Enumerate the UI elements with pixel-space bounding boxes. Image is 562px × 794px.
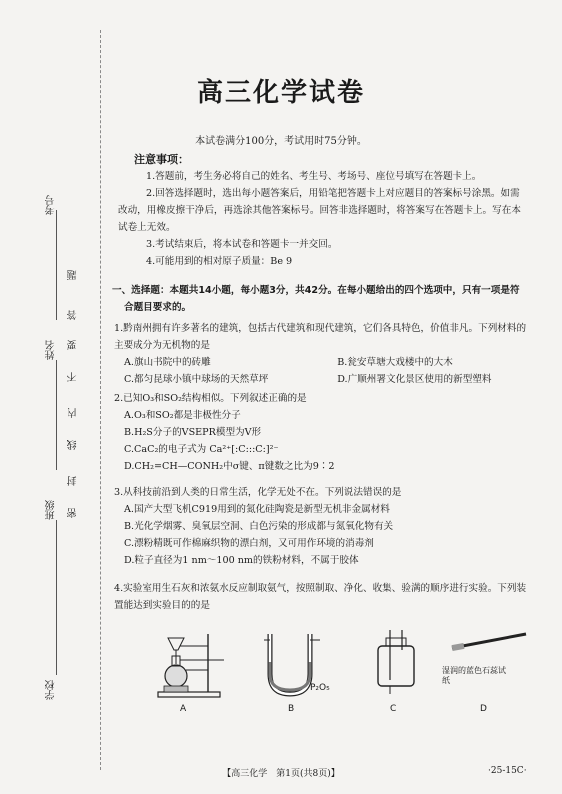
- option-a: A.旗山书院中的砖雕: [124, 357, 211, 368]
- apparatus-b-label: B: [288, 704, 295, 714]
- exam-number-label: 考号: [46, 195, 57, 215]
- apparatus-c-label: C: [390, 704, 397, 714]
- option-d: D.粒子直径为1 nm～100 nm的铁粉材料，不属于胶体: [124, 555, 359, 566]
- section-heading-line1: 一、选择题：本题共14小题，每小题3分，共42分。在每小题给出的四个选项中，只有一项是符: [112, 285, 520, 296]
- option-b: B.H₂S分子的VSEPR模型为V形: [124, 427, 262, 438]
- option-b: B.光化学烟雾、臭氧层空洞、白色污染的形成都与氮氧化物有关: [124, 521, 394, 532]
- question-4: [114, 580, 534, 614]
- notice-item: 3.考试结束后，将本试卷和答题卡一并交回。: [146, 239, 338, 250]
- p2o5-label: P₂O₅: [310, 683, 330, 693]
- score-info: 本试卷满分100分，考试用时75分钟。: [195, 136, 367, 147]
- seal-char: 封: [68, 476, 79, 486]
- name-field: [44, 340, 59, 360]
- option-a: A.O₃和SO₂都是非极性分子: [124, 410, 241, 421]
- question-stem: 1.黔南州拥有许多著名的建筑，包括古代建筑和现代建筑，它们各具特色，价值非凡。下列材料的主要成分为无机物的是: [114, 323, 527, 351]
- option-a: A.国产大型飞机C919用到的氮化硅陶瓷是新型无机非金属材料: [124, 504, 390, 515]
- apparatus-d-label: D: [480, 704, 487, 714]
- section-heading-line2: 合题目要求的。: [124, 302, 192, 313]
- seal-char: 要: [68, 340, 79, 350]
- option-c: C.CaC₂的电子式为 Ca²⁺[:C:::C:]²⁻: [124, 444, 279, 455]
- option-b: B.瓮安草塘大戏楼中的大木: [337, 357, 453, 368]
- name-label: 姓名: [46, 340, 57, 360]
- notice-item: 1.答题前，考生务必将自己的姓名、考生号、考场号、座位号填写在答题卡上。: [146, 171, 482, 182]
- page-title: 高三化学试卷: [196, 78, 365, 108]
- option-d: D.CH₂=CH—CONH₂中σ键、π键数之比为9∶2: [124, 461, 335, 472]
- class-label: 班级: [46, 500, 57, 520]
- paper-code: ·25-15C·: [488, 766, 527, 776]
- class-field: [44, 500, 59, 520]
- apparatus-c-figure: [370, 628, 430, 700]
- seal-char: 密: [68, 508, 79, 518]
- question-stem: 3.从科技前沿到人类的日常生活，化学无处不在。下列说法错误的是: [114, 487, 402, 498]
- litmus-paper-label: 湿润的蓝色石蕊试纸: [442, 666, 506, 685]
- question-3: [114, 484, 534, 569]
- school-label: 学校: [46, 680, 57, 700]
- option-c: C.都匀昆球小镇中球场的天然草坪: [124, 374, 269, 385]
- question-1: [114, 320, 534, 388]
- apparatus-d-figure: [448, 628, 530, 700]
- question-stem: 4.实验室用生石灰和浓氨水反应制取氨气，按照制取、净化、收集、验满的顺序进行实验。下列装置能达到实验目的的是: [114, 583, 527, 611]
- notice-heading: 注意事项：: [134, 153, 189, 166]
- question-2: [114, 390, 534, 475]
- notice-item: 2.回答选择题时，选出每小题答案后，用铅笔把答题卡上对应题目的答案标号涂黑。如需改动，用橡皮擦干净后，再选涂其他答案标号。回答非选择题时，将答案写在答题卡上。写在本试卷上无效。: [118, 188, 521, 233]
- section-heading: [112, 282, 532, 316]
- apparatus-a-figure: [150, 628, 240, 700]
- question-stem: 2.已知O₃和SO₂结构相似。下列叙述正确的是: [114, 393, 307, 404]
- apparatus-a-label: A: [180, 704, 187, 714]
- seal-char: 内: [68, 408, 79, 418]
- notice-item: 4.可能用到的相对原子质量：Be 9: [146, 256, 293, 267]
- seal-char: 不: [68, 372, 79, 382]
- school-field: [44, 680, 59, 700]
- seal-char: 答: [68, 310, 79, 320]
- page-footer: 【高三化学 第1页(共8页)】: [222, 769, 340, 779]
- option-c: C.漂粉精既可作棉麻织物的漂白剂，又可用作环境的消毒剂: [124, 538, 374, 549]
- apparatus-figures: [150, 628, 530, 718]
- notice-list: [118, 168, 528, 270]
- seal-char: 线: [68, 440, 79, 450]
- seal-char: 题: [68, 270, 79, 280]
- option-d: D.广顺州署文化景区使用的新型塑料: [337, 374, 492, 385]
